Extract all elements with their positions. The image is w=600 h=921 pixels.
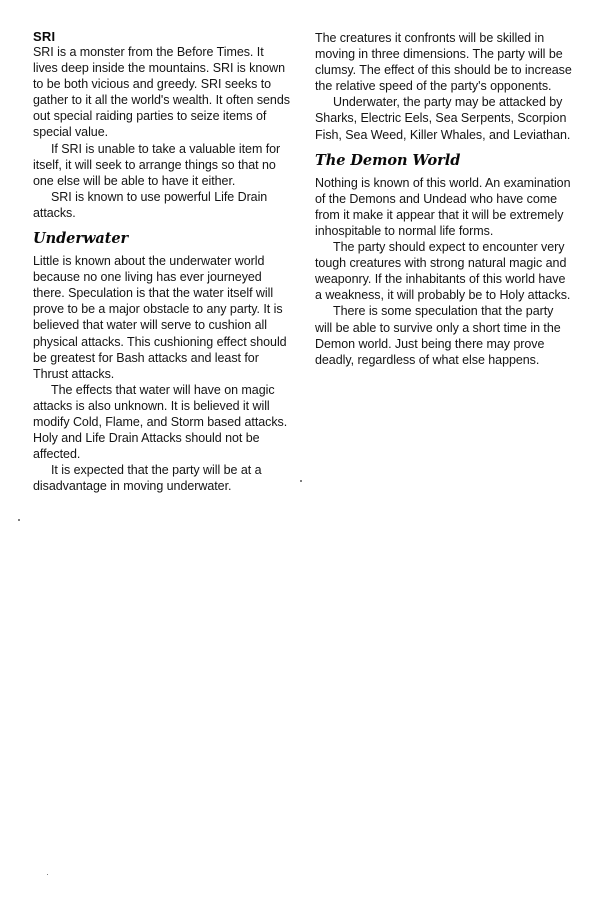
print-speck	[47, 874, 48, 875]
underwater-paragraph-2: The effects that water will have on magic attacks is also unknown. It is believed it will modify Cold, Flame, and Storm based attacks. Holy and Life Drain Attacks should not be affected.	[33, 382, 288, 462]
right-column	[315, 30, 573, 368]
underwater-paragraph-3: It is expected that the party will be at a disadvantage in moving underwater.	[33, 463, 262, 494]
sri-paragraph-1: SRI is a monster from the Before Times. It lives deep inside the mountains. SRI is known to be both vicious and greedy. SRI seeks to gather to it all the world's wealth. It often sends out special raiding parties to seize items of special value.	[33, 45, 290, 140]
underwater-heading: Underwater	[33, 230, 129, 248]
demon-world-paragraph-3: There is some speculation that the party will be able to survive only a short time in the Demon world. Just being there may prove deadly, regardless of what else happens.	[315, 304, 561, 367]
sri-paragraph-3: SRI is known to use powerful Life Drain attacks.	[33, 189, 268, 220]
print-speck	[300, 480, 302, 482]
demon-world-paragraph-2: The party should expect to encounter very tough creatures with strong natural magic and weaponry. If the inhabitants of this world have a weakness, it will probably be to Holy attacks.	[315, 240, 571, 303]
print-speck	[18, 519, 20, 521]
sri-paragraph-2: If SRI is unable to take a valuable item for itself, it will seek to arrange things so that no one else will be able to have it either.	[33, 141, 281, 188]
sri-section	[33, 30, 291, 221]
underwater-continued-section	[315, 30, 573, 143]
demon-world-paragraph-1: Nothing is known of this world. An examination of the Demons and Undead who have come from it make it appear that it will be extremely inhospitable to normal life forms.	[315, 175, 571, 238]
underwater-continued-paragraph-2: Underwater, the party may be attacked by Sharks, Electric Eels, Sea Serpents, Scorpion Fish, Sea Weed, Killer Whales, and Leviathan.	[315, 95, 571, 142]
demon-world-section	[315, 152, 573, 368]
sri-heading: SRI	[33, 29, 56, 44]
demon-world-heading: The Demon World	[315, 151, 461, 169]
underwater-section	[33, 230, 291, 494]
underwater-paragraph-1: Little is known about the underwater world because no one living has ever journeyed there. Speculation is that the water itself will prove to be a major obstacle to any party. It is believed that water will serve to cushion all physical attacks. This cushioning effect should be greatest for Bash attacks and least for Thrust attacks.	[33, 254, 287, 381]
left-column	[33, 30, 291, 494]
underwater-continued-paragraph-1: The creatures it confronts will be skilled in moving in three dimensions. The party will be clumsy. The effect of this should be to increase the relative speed of the party's opponents.	[315, 31, 572, 94]
